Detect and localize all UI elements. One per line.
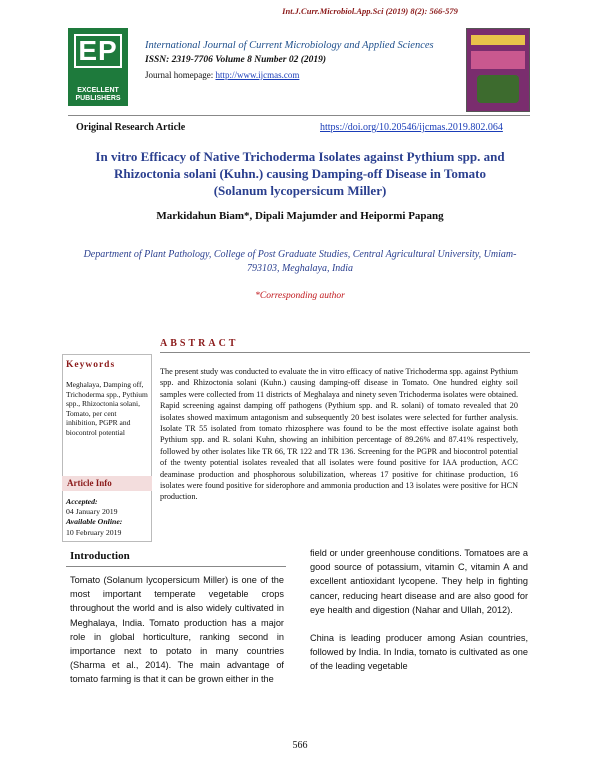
logo-subtitle: EXCELLENT PUBLISHERS xyxy=(75,87,121,102)
abstract-heading: ABSTRACT xyxy=(160,338,239,349)
publisher-logo xyxy=(68,28,128,106)
keywords-heading: Keywords xyxy=(66,360,116,370)
intro-right-column xyxy=(310,546,528,674)
journal-citation: Int.J.Curr.Microbiol.App.Sci (2019) 8(2): 566-579 xyxy=(282,6,458,16)
article-dates xyxy=(66,497,150,538)
issn-line: ISSN: 2319-7706 Volume 8 Number 02 (2019) xyxy=(145,55,327,65)
cover-photo xyxy=(477,75,519,103)
online-date: 10 February 2019 xyxy=(66,527,122,537)
keywords-list: Meghalaya, Damping off, Trichoderma spp., Pythium spp., Rhizoctonia solani, Tomato, per cent inhibition, PGPR and biocontrol potential xyxy=(66,380,148,437)
article-info-heading: Article Info xyxy=(67,478,112,488)
title-line-1: In vitro Efficacy of Native Trichoderma Isolates against Pythium spp. and xyxy=(95,149,505,164)
accepted-label: Accepted: xyxy=(66,497,98,506)
journal-cover-image xyxy=(466,28,530,112)
page-number: 566 xyxy=(292,740,308,751)
abstract-text: The present study was conducted to evaluate the in vitro efficacy of native Trichoderma spp. against Pythium spp. and Rhizoctonia solani (Kuhn.) causing damping-off disease in Tomato. One hundred eighty soil samples were collected from 11 districts of Meghalaya and ninety seven Trichoderma isolates were obtained. Rapid screening against damping off pathogens (Pythium spp. and R. solani) of tomato revealed that 20 isolates showed maximum antagonism and subsequently 20 best isolates were selected for further analysis. Isolate TR 55 isolated from tomato rhizosphere was found to be the most effective isolate against both Pythium spp. and R. solani Kuhn, showing an inhibition percentage of 89.26% and 87.41% respectively, followed by other isolates like TR 66, TR 122 and TR 136. Screening for the PGPR and biocontrol potential of the twenty potential isolates revealed that all isolates were found positive for IAA production, ACC deaminase production and phosphorous solubilization, whereas 17 positive for chitinase production, 16 isolates were found positive for siderophore and ammonia production and 13 isolates were positive for HCN production. xyxy=(160,367,518,502)
cover-color-band xyxy=(471,51,525,69)
homepage-link[interactable]: http://www.ijcmas.com xyxy=(215,70,300,80)
introduction-divider xyxy=(66,566,286,567)
authors: Markidahun Biam*, Dipali Majumder and Heipormi Papang xyxy=(156,210,444,222)
online-label: Available Online: xyxy=(66,517,123,527)
homepage-label: Journal homepage: xyxy=(145,70,216,80)
accepted-date: 04 January 2019 xyxy=(66,507,118,517)
introduction-heading: Introduction xyxy=(70,550,130,562)
affiliation: Department of Plant Pathology, College of Post Graduate Studies, Central Agricultural University, Umiam-793103, Meghalaya, India xyxy=(83,249,517,274)
journal-name: International Journal of Current Microbiology and Applied Sciences xyxy=(145,40,434,51)
doi-link[interactable]: https://doi.org/10.20546/ijcmas.2019.802.064 xyxy=(320,122,503,133)
header-divider xyxy=(68,115,530,116)
intro-left-column: Tomato (Solanum lycopersicum Miller) is one of the most important temperate vegetable crops throughout the world and is also widely cultivated in Meghalaya, India. Tomato production has a major role in global horticulture, ranking second in importance next to potato in many countries (Sharma et al., 2014). The main advantage of tomato farming is that it can be grown either in the xyxy=(70,575,284,685)
intro-right-para-2: China is leading producer among Asian countries, followed by India. In India, tomato is cultivated as one of the leading vegetable xyxy=(310,633,528,672)
title-line-3: (Solanum lycopersicum Miller) xyxy=(213,183,387,198)
logo-text: EP xyxy=(74,34,121,68)
corresponding-author: *Corresponding author xyxy=(255,291,345,301)
article-type: Original Research Article xyxy=(76,122,186,133)
title-line-2: Rhizoctonia solani (Kuhn.) causing Damping-off Disease in Tomato xyxy=(114,166,486,181)
intro-right-para-1: field or under greenhouse conditions. Tomatoes are a good source of potassium, vitamin C, vitamin A and excellent antioxidant lycopene. They help in fighting cancer, reducing heart disease and are also good for eye health and digestion (Nahar and Ullah, 2012). xyxy=(310,548,528,615)
cover-title-band xyxy=(471,35,525,45)
article-title xyxy=(70,148,530,199)
abstract-divider xyxy=(160,352,530,353)
journal-homepage xyxy=(145,70,299,80)
